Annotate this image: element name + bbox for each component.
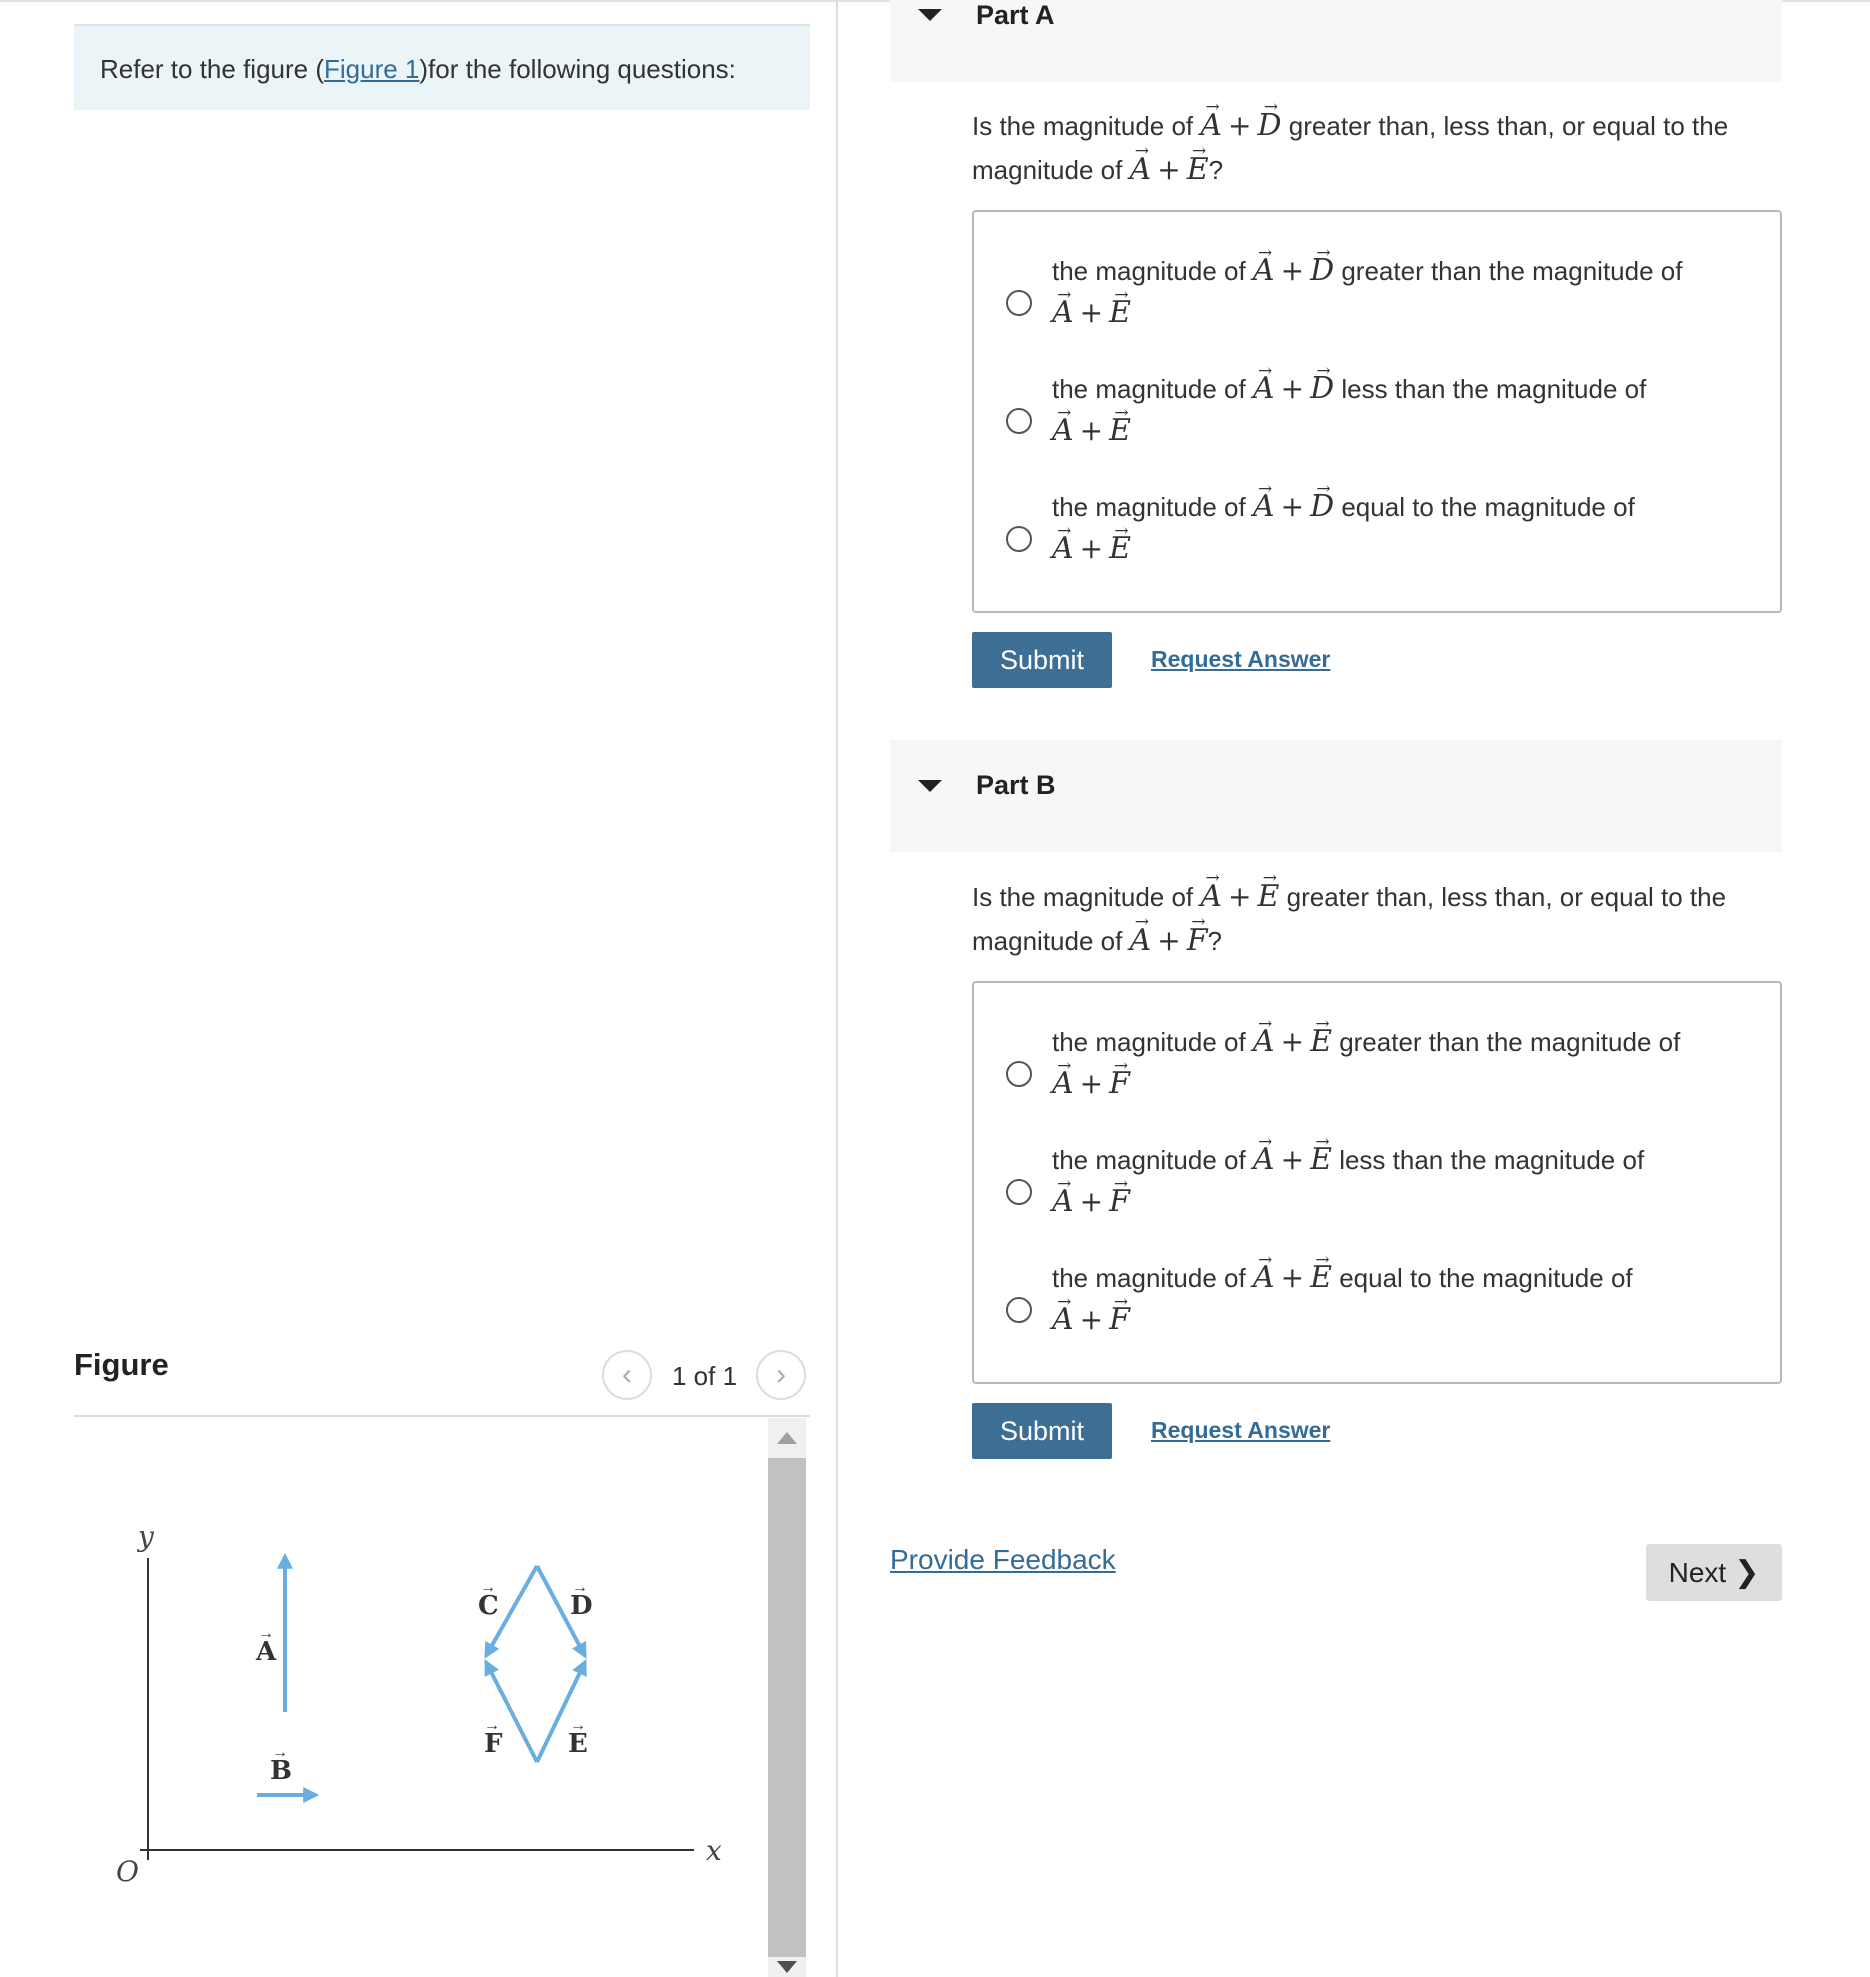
question-text: ? (1207, 926, 1222, 956)
plus-sign: + (1228, 109, 1252, 142)
next-button[interactable] (1646, 1544, 1782, 1601)
vector-e-arrowhead-mark: → (570, 1717, 586, 1734)
caret-down-icon[interactable] (918, 780, 942, 792)
vector-symbol: → A (1200, 104, 1222, 147)
next-label: Next (1668, 1556, 1727, 1588)
vector-a-arrowhead-mark: → (258, 1625, 274, 1642)
y-axis-label: y (138, 1520, 154, 1553)
intro-box (74, 24, 810, 110)
radio-button[interactable] (1006, 526, 1032, 552)
intro-suffix: )for the following questions: (419, 54, 736, 84)
vector-e-label: E (568, 1729, 588, 1759)
left-panel (0, 0, 836, 1977)
question-text: magnitude of (972, 926, 1130, 956)
choice-item[interactable] (974, 1021, 1780, 1121)
part-a-question (972, 104, 1782, 192)
question-text: magnitude of (972, 155, 1130, 185)
radio-button[interactable] (1006, 1061, 1032, 1087)
vector-f-label: F (484, 1729, 503, 1759)
figure-link[interactable]: Figure 1 (324, 54, 420, 84)
part-a-request-answer-link[interactable]: Request Answer (1151, 646, 1331, 672)
chevron-left-icon: ‹ (622, 1358, 632, 1391)
vector-symbol: → A (1130, 919, 1152, 962)
vector-d-arrowhead-mark: → (572, 1579, 588, 1596)
choice-item[interactable] (974, 250, 1780, 350)
vector-c-arrowhead-mark: → (480, 1579, 496, 1596)
figure-divider (74, 1415, 810, 1417)
radio-button[interactable] (1006, 290, 1032, 316)
x-axis-label: x (706, 1834, 722, 1867)
part-b-submit-button[interactable]: Submit (972, 1403, 1112, 1459)
triangle-down-icon (777, 1961, 797, 1973)
part-b-request-answer-link[interactable]: Request Answer (1151, 1417, 1331, 1443)
radio-button[interactable] (1006, 1297, 1032, 1323)
part-a-header[interactable] (890, 0, 1782, 82)
vector-f-arrowhead-mark: → (484, 1717, 500, 1734)
scroll-down-button[interactable] (768, 1957, 806, 1977)
question-text: greater than, less than, or equal to the (1281, 111, 1729, 141)
question-text: Is the magnitude of (972, 111, 1201, 141)
choice-label: the magnitude of → A +→ D equal to the magnitude of → A +→ E (1052, 486, 1752, 570)
origin-label: O (116, 1855, 139, 1888)
caret-down-icon[interactable] (918, 9, 942, 21)
triangle-up-icon (777, 1432, 797, 1444)
plus-sign: + (1157, 153, 1181, 186)
radio-button[interactable] (1006, 408, 1032, 434)
vector-symbol: → E (1258, 875, 1280, 918)
question-text: ? (1208, 155, 1224, 185)
vector-symbol: → A (1200, 875, 1222, 918)
plus-sign: + (1157, 924, 1181, 957)
vector-c-label: C (478, 1591, 499, 1621)
choice-label: the magnitude of → A +→ D greater than the magnitude of → A +→ E (1052, 250, 1752, 334)
part-b-header[interactable] (890, 740, 1782, 852)
vector-symbol: → D (1258, 104, 1282, 147)
chevron-right-icon: ❯ (1734, 1556, 1760, 1589)
vector-symbol: → E (1187, 148, 1209, 191)
part-b-question (972, 875, 1782, 963)
figure-pager-count: 1 of 1 (672, 1361, 738, 1391)
previous-figure-button[interactable] (602, 1350, 652, 1400)
question-text: greater than, less than, or equal to the (1279, 882, 1727, 912)
panel-divider (836, 0, 838, 1977)
choice-item[interactable] (974, 1139, 1780, 1239)
choice-label: the magnitude of → A +→ D less than the magnitude of → A +→ E (1052, 368, 1752, 452)
intro-prefix: Refer to the figure ( (100, 54, 324, 84)
next-figure-button[interactable] (756, 1350, 806, 1400)
vector-b-arrowhead-mark: → (272, 1744, 288, 1761)
part-b-title: Part B (976, 770, 1056, 800)
part-a-submit-button[interactable]: Submit (972, 632, 1112, 688)
choice-item[interactable] (974, 486, 1780, 586)
scrollbar-thumb[interactable] (768, 1458, 806, 1957)
vector-symbol: → A (1130, 148, 1152, 191)
choice-label: the magnitude of → A +→ E equal to the magnitude of → A +→ F (1052, 1257, 1752, 1341)
part-b-choices (972, 981, 1782, 1384)
provide-feedback-link[interactable]: Provide Feedback (890, 1544, 1116, 1575)
vector-a-label: A (256, 1637, 277, 1667)
figure-title: Figure (74, 1347, 169, 1382)
part-a-title: Part A (976, 0, 1055, 30)
vector-symbol: → F (1187, 919, 1208, 962)
radio-button[interactable] (1006, 1179, 1032, 1205)
plus-sign: + (1228, 880, 1252, 913)
choice-label: the magnitude of → A +→ E greater than the magnitude of → A +→ F (1052, 1021, 1752, 1105)
chevron-right-icon: › (776, 1358, 786, 1391)
figure-scrollbar[interactable] (768, 1418, 806, 1977)
choice-label: the magnitude of → A +→ E less than the magnitude of → A +→ F (1052, 1139, 1752, 1223)
vector-d-label: D (570, 1591, 593, 1621)
scroll-up-button[interactable] (768, 1418, 806, 1458)
choice-item[interactable] (974, 1257, 1780, 1357)
part-a-choices (972, 210, 1782, 613)
vector-figure (74, 1418, 768, 1977)
question-text: Is the magnitude of (972, 882, 1201, 912)
choice-item[interactable] (974, 368, 1780, 468)
vector-b-label: B (270, 1756, 292, 1786)
